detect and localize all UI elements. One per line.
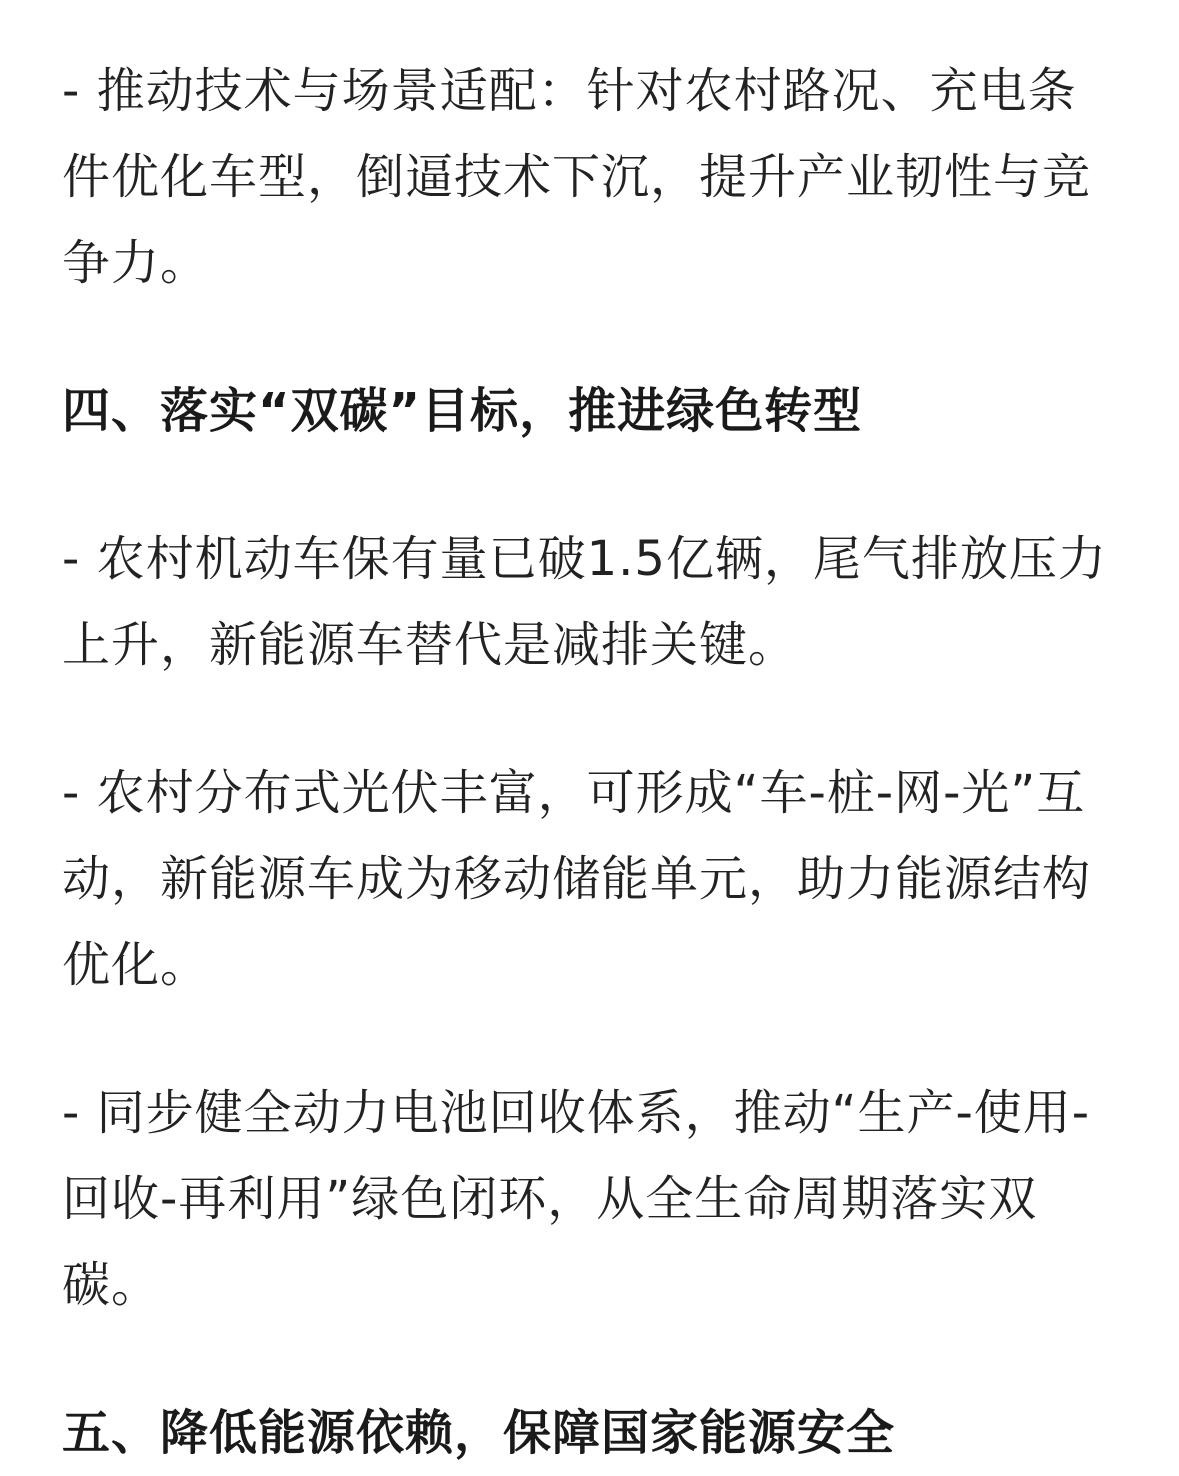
section-heading-dual-carbon: 四、落实“双碳”目标，推进绿色转型 (62, 383, 863, 439)
article-body (62, 48, 1120, 1476)
paragraph-vehicle-emissions: - 农村机动车保有量已破1.5亿辆，尾气排放压力上升，新能源车替代是减排关键。 (62, 531, 1107, 673)
paragraph-gap (62, 1008, 1120, 1070)
paragraph-gap (62, 1328, 1120, 1390)
paragraph-tech-adaptation: - 推动技术与场景适配：针对农村路况、充电条件优化车型，倒逼技术下沉，提升产业韧性与竞争力。 (62, 63, 1092, 291)
paragraph-battery-recycling: - 同步健全动力电池回收体系，推动“生产-使用-回收-再利用”绿色闭环，从全生命周期落实双碳。 (62, 1085, 1091, 1313)
paragraph-gap (62, 688, 1120, 750)
paragraph-gap (62, 454, 1120, 516)
section-heading-energy-security: 五、降低能源依赖，保障国家能源安全 (62, 1405, 896, 1461)
paragraph-gap (62, 306, 1120, 368)
paragraph-solar-interaction: - 农村分布式光伏丰富，可形成“车-桩-网-光”互动，新能源车成为移动储能单元，助力能源结构优化。 (62, 765, 1092, 993)
